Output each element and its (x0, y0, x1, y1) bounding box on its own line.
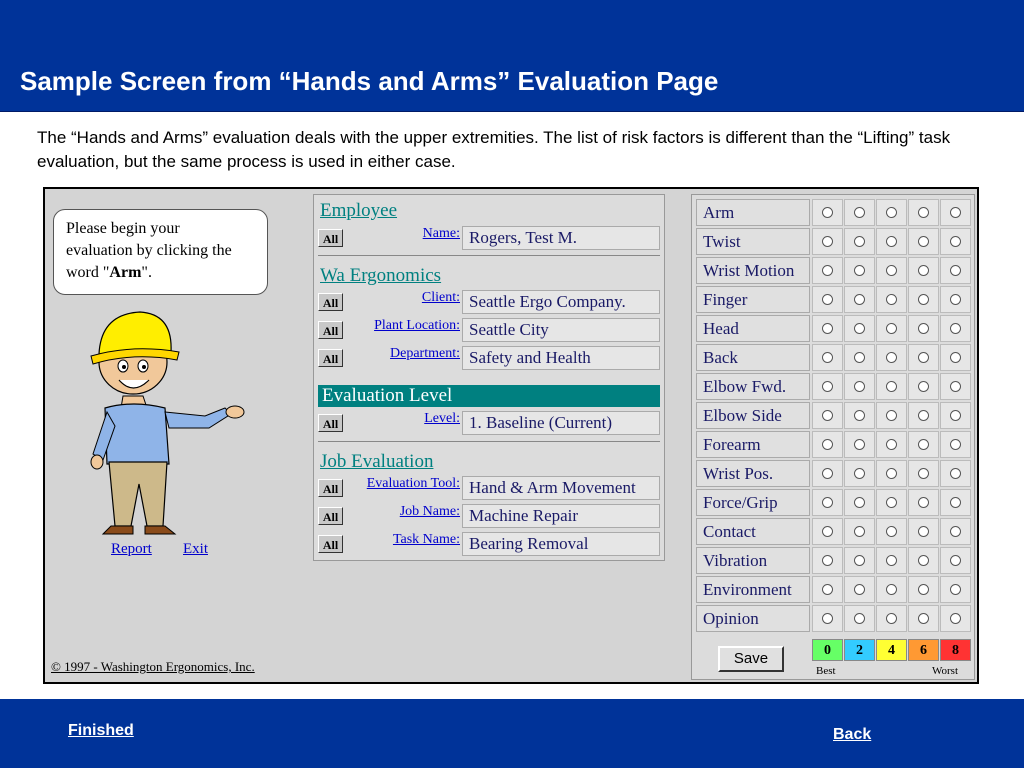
rating-radio-4[interactable] (886, 294, 897, 305)
rating-radio-8[interactable] (950, 265, 961, 276)
rating-cell (812, 576, 843, 603)
rating-radio-0[interactable] (822, 207, 833, 218)
rating-cell (908, 576, 939, 603)
worker-illustration (85, 304, 255, 539)
rating-cell (908, 315, 939, 342)
rating-cell (844, 402, 875, 429)
rating-cell (908, 489, 939, 516)
footer-bar (0, 699, 1024, 768)
rating-cell (876, 489, 907, 516)
plant-location-label[interactable]: Plant Location: (374, 318, 460, 333)
name-label[interactable]: Name: (422, 226, 460, 241)
rating-cell (908, 257, 939, 284)
rating-radio-2[interactable] (854, 497, 865, 508)
rating-cell (844, 286, 875, 313)
rating-radio-4[interactable] (886, 352, 897, 363)
evaluation-level-title: Evaluation Level (318, 385, 660, 407)
rating-radio-8[interactable] (950, 613, 961, 624)
rating-radio-0[interactable] (822, 613, 833, 624)
rating-radio-2[interactable] (854, 613, 865, 624)
rating-cell (940, 431, 971, 458)
rating-radio-4[interactable] (886, 613, 897, 624)
rating-cell (876, 460, 907, 487)
rating-cell (940, 373, 971, 400)
rating-radio-0[interactable] (822, 352, 833, 363)
rating-radio-8[interactable] (950, 497, 961, 508)
rating-radio-4[interactable] (886, 265, 897, 276)
rating-radio-6[interactable] (918, 294, 929, 305)
rating-cell (908, 547, 939, 574)
rating-cell (876, 286, 907, 313)
risk-factor-opinion[interactable]: Opinion (696, 605, 810, 632)
plant-all-button[interactable]: All (318, 321, 343, 339)
rating-radio-0[interactable] (822, 439, 833, 450)
rating-radio-0[interactable] (822, 497, 833, 508)
instruction-bubble (53, 209, 268, 295)
rating-cell (876, 257, 907, 284)
rating-radio-8[interactable] (950, 294, 961, 305)
task-name-field[interactable]: Bearing Removal (462, 532, 660, 556)
rating-radio-4[interactable] (886, 555, 897, 566)
rating-cell (844, 605, 875, 632)
rating-cell (908, 286, 939, 313)
rating-cell (876, 315, 907, 342)
rating-radio-4[interactable] (886, 207, 897, 218)
job-name-field[interactable]: Machine Repair (462, 504, 660, 528)
rating-cell (908, 402, 939, 429)
worst-label: Worst (932, 665, 959, 677)
rating-cell (876, 199, 907, 226)
rating-cell (876, 576, 907, 603)
rating-cell (844, 431, 875, 458)
scale-6: 6 (908, 639, 939, 661)
rating-radio-6[interactable] (918, 207, 929, 218)
bubble-line: evaluation by clicking the (66, 242, 232, 259)
rating-cell (812, 547, 843, 574)
risk-factor-twist[interactable]: Twist (696, 228, 810, 255)
rating-radio-4[interactable] (886, 381, 897, 392)
rating-cell (812, 373, 843, 400)
risk-factor-vibration[interactable]: Vibration (696, 547, 810, 574)
evaluation-tool-label[interactable]: Evaluation Tool: (366, 476, 460, 491)
rating-radio-0[interactable] (822, 381, 833, 392)
bubble-line: word " (66, 264, 110, 281)
rating-radio-6[interactable] (918, 584, 929, 595)
scale-0: 0 (812, 639, 843, 661)
save-button[interactable]: Save (718, 646, 784, 672)
exit-link[interactable]: Exit (183, 541, 208, 557)
rating-cell (876, 228, 907, 255)
rating-cell (908, 373, 939, 400)
department-all-button[interactable]: All (318, 349, 343, 367)
rating-cell (844, 228, 875, 255)
rating-cell (876, 431, 907, 458)
rating-radio-0[interactable] (822, 265, 833, 276)
section-divider (318, 441, 660, 442)
bubble-line: ". (141, 264, 152, 281)
rating-radio-6[interactable] (918, 410, 929, 421)
rating-cell (812, 402, 843, 429)
rating-radio-4[interactable] (886, 497, 897, 508)
rating-cell (844, 344, 875, 371)
client-label[interactable]: Client: (421, 290, 460, 305)
scale-4: 4 (876, 639, 907, 661)
rating-radio-8[interactable] (950, 584, 961, 595)
client-all-button[interactable]: All (318, 293, 343, 311)
best-label: Best (816, 665, 836, 677)
risk-factor-elbow-side[interactable]: Elbow Side (696, 402, 810, 429)
rating-radio-2[interactable] (854, 294, 865, 305)
evaluation-form (313, 194, 665, 561)
rating-cell (940, 518, 971, 545)
rating-cell (908, 460, 939, 487)
rating-radio-6[interactable] (918, 323, 929, 334)
rating-radio-4[interactable] (886, 410, 897, 421)
rating-radio-4[interactable] (886, 468, 897, 479)
bubble-line: Please begin your (66, 220, 180, 237)
back-link[interactable]: Back (833, 726, 872, 743)
rating-cell (844, 460, 875, 487)
risk-factor-force-grip[interactable]: Force/Grip (696, 489, 810, 516)
rating-radio-0[interactable] (822, 294, 833, 305)
risk-factor-environment[interactable]: Environment (696, 576, 810, 603)
rating-cell (940, 402, 971, 429)
rating-radio-8[interactable] (950, 323, 961, 334)
rating-cell (876, 402, 907, 429)
rating-cell (940, 460, 971, 487)
rating-radio-6[interactable] (918, 613, 929, 624)
wa-section-title: Wa Ergonomics (320, 265, 442, 286)
rating-cell (844, 547, 875, 574)
rating-cell (940, 576, 971, 603)
rating-cell (940, 344, 971, 371)
rating-radio-6[interactable] (918, 497, 929, 508)
rating-radio-6[interactable] (918, 555, 929, 566)
rating-radio-8[interactable] (950, 468, 961, 479)
rating-cell (940, 199, 971, 226)
client-field[interactable]: Seattle Ergo Company. (462, 290, 660, 314)
evaluation-tool-field[interactable]: Hand & Arm Movement (462, 476, 660, 500)
risk-factor-arm[interactable]: Arm (696, 199, 810, 226)
employee-section-title: Employee (320, 200, 398, 221)
risk-factor-grid (691, 194, 975, 680)
copyright-text: © 1997 - Washington Ergonomics, Inc. (51, 659, 255, 674)
rating-radio-2[interactable] (854, 410, 865, 421)
rating-cell (940, 547, 971, 574)
rating-cell (812, 199, 843, 226)
rating-radio-2[interactable] (854, 439, 865, 450)
rating-cell (844, 576, 875, 603)
risk-factor-forearm[interactable]: Forearm (696, 431, 810, 458)
rating-cell (876, 344, 907, 371)
level-all-button[interactable]: All (318, 414, 343, 432)
plant-location-field[interactable]: Seattle City (462, 318, 660, 342)
risk-factor-elbow-fwd[interactable]: Elbow Fwd. (696, 373, 810, 400)
rating-cell (908, 199, 939, 226)
rating-radio-8[interactable] (950, 555, 961, 566)
intro-text: The “Hands and Arms” evaluation deals with the upper extremities. The list of risk factors is different than the “Lifting” task evaluation, but the same process is used in either case. (37, 128, 951, 171)
rating-cell (844, 373, 875, 400)
rating-radio-6[interactable] (918, 526, 929, 537)
rating-radio-0[interactable] (822, 468, 833, 479)
report-link[interactable]: Report (111, 541, 152, 557)
rating-radio-6[interactable] (918, 236, 929, 247)
task-name-label[interactable]: Task Name: (392, 532, 460, 547)
employee-all-button[interactable]: All (318, 229, 343, 247)
finished-link[interactable]: Finished (68, 722, 134, 739)
rating-radio-0[interactable] (822, 526, 833, 537)
rating-radio-6[interactable] (918, 352, 929, 363)
application-window (43, 187, 979, 684)
rating-radio-0[interactable] (822, 410, 833, 421)
jobname-all-button[interactable]: All (318, 507, 343, 525)
section-divider (318, 255, 660, 256)
rating-cell (876, 518, 907, 545)
level-field[interactable]: 1. Baseline (Current) (462, 411, 660, 435)
rating-radio-8[interactable] (950, 526, 961, 537)
rating-cell (844, 257, 875, 284)
rating-radio-2[interactable] (854, 265, 865, 276)
rating-radio-2[interactable] (854, 584, 865, 595)
rating-cell (908, 605, 939, 632)
rating-cell (844, 518, 875, 545)
rating-cell (940, 605, 971, 632)
rating-cell (940, 257, 971, 284)
rating-radio-6[interactable] (918, 439, 929, 450)
rating-cell (812, 344, 843, 371)
scale-2: 2 (844, 639, 875, 661)
job-evaluation-title: Job Evaluation (320, 451, 434, 472)
rating-radio-2[interactable] (854, 323, 865, 334)
risk-factor-back[interactable]: Back (696, 344, 810, 371)
rating-cell (908, 518, 939, 545)
rating-cell (812, 286, 843, 313)
scale-8: 8 (940, 639, 971, 661)
rating-radio-4[interactable] (886, 323, 897, 334)
level-label[interactable]: Level: (424, 411, 460, 426)
rating-cell (812, 518, 843, 545)
rating-cell (908, 431, 939, 458)
rating-radio-6[interactable] (918, 381, 929, 392)
rating-cell (940, 489, 971, 516)
rating-radio-8[interactable] (950, 236, 961, 247)
rating-cell (844, 315, 875, 342)
page-title: Sample Screen from “Hands and Arms” Evaluation Page (20, 66, 719, 96)
rating-radio-2[interactable] (854, 468, 865, 479)
rating-radio-8[interactable] (950, 352, 961, 363)
rating-cell (812, 489, 843, 516)
rating-radio-6[interactable] (918, 468, 929, 479)
department-field[interactable]: Safety and Health (462, 346, 660, 370)
rating-cell (876, 373, 907, 400)
rating-radio-8[interactable] (950, 381, 961, 392)
risk-factor-contact[interactable]: Contact (696, 518, 810, 545)
name-field[interactable]: Rogers, Test M. (462, 226, 660, 250)
risk-factor-wrist-motion[interactable]: Wrist Motion (696, 257, 810, 284)
bubble-arm-word: Arm (109, 264, 142, 281)
rating-radio-0[interactable] (822, 555, 833, 566)
rating-radio-2[interactable] (854, 555, 865, 566)
rating-cell (812, 431, 843, 458)
rating-cell (844, 489, 875, 516)
rating-cell (940, 315, 971, 342)
rating-cell (940, 228, 971, 255)
rating-radio-0[interactable] (822, 584, 833, 595)
rating-cell (908, 344, 939, 371)
rating-radio-4[interactable] (886, 439, 897, 450)
rating-radio-2[interactable] (854, 207, 865, 218)
rating-radio-4[interactable] (886, 526, 897, 537)
rating-radio-2[interactable] (854, 381, 865, 392)
rating-radio-8[interactable] (950, 207, 961, 218)
rating-cell (908, 228, 939, 255)
rating-cell (812, 315, 843, 342)
rating-radio-2[interactable] (854, 526, 865, 537)
rating-cell (876, 547, 907, 574)
risk-factor-finger[interactable]: Finger (696, 286, 810, 313)
risk-factor-head[interactable]: Head (696, 315, 810, 342)
rating-cell (812, 228, 843, 255)
rating-radio-0[interactable] (822, 323, 833, 334)
risk-factor-wrist-pos[interactable]: Wrist Pos. (696, 460, 810, 487)
rating-radio-6[interactable] (918, 265, 929, 276)
job-name-label[interactable]: Job Name: (399, 504, 460, 519)
rating-cell (940, 286, 971, 313)
rating-radio-4[interactable] (886, 236, 897, 247)
rating-cell (812, 460, 843, 487)
rating-radio-8[interactable] (950, 410, 961, 421)
rating-cell (812, 605, 843, 632)
rating-cell (812, 257, 843, 284)
title-bar (0, 0, 1024, 112)
rating-cell (876, 605, 907, 632)
rating-cell (844, 199, 875, 226)
tool-all-button[interactable]: All (318, 479, 343, 497)
task-all-button[interactable]: All (318, 535, 343, 553)
rating-radio-2[interactable] (854, 352, 865, 363)
rating-radio-4[interactable] (886, 584, 897, 595)
rating-radio-0[interactable] (822, 236, 833, 247)
department-label[interactable]: Department: (390, 346, 460, 361)
rating-radio-8[interactable] (950, 439, 961, 450)
rating-radio-2[interactable] (854, 236, 865, 247)
